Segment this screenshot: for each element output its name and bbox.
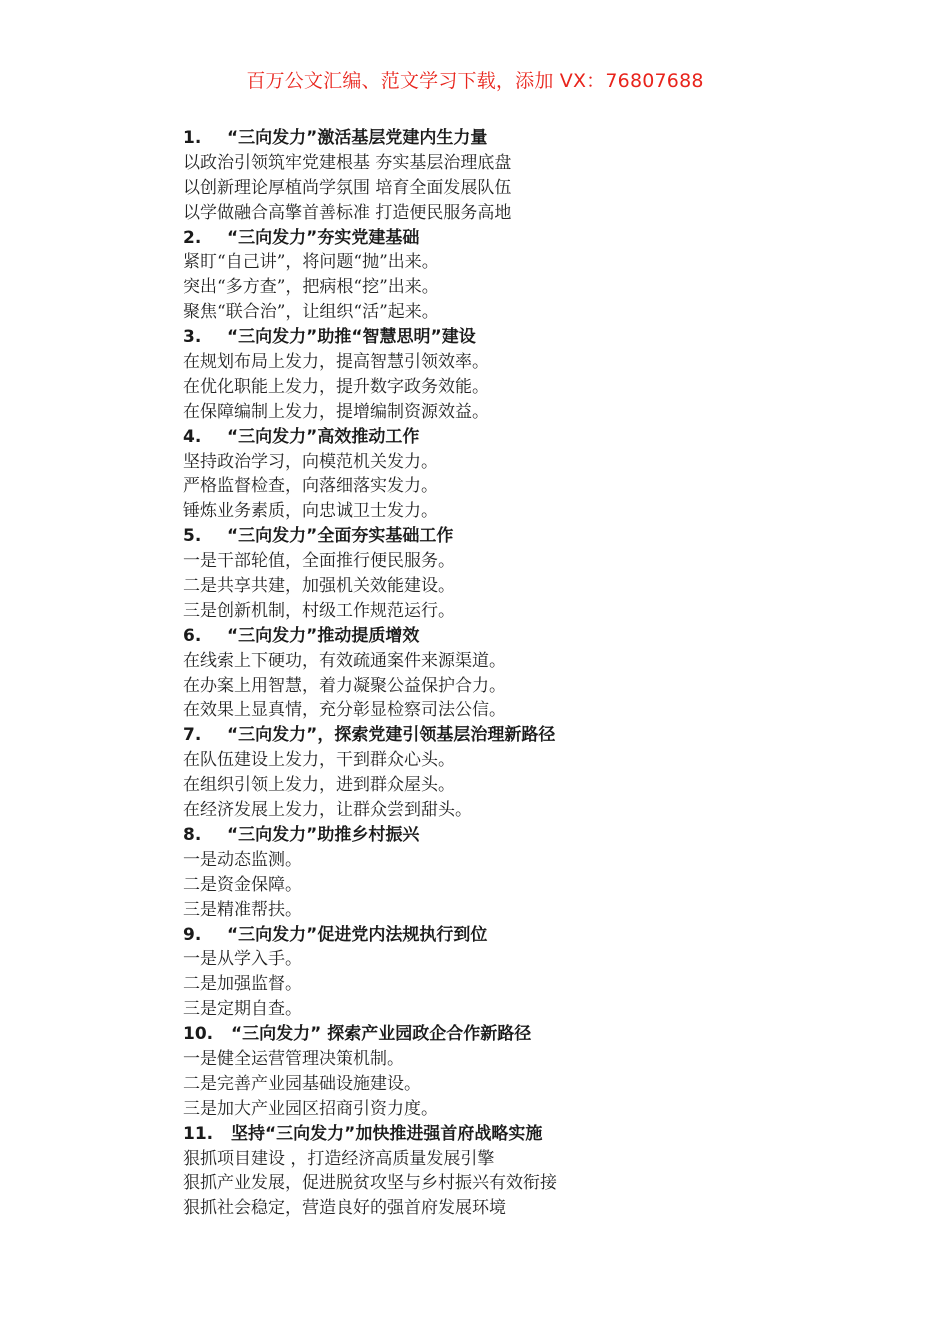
section-line: 一是干部轮值，全面推行便民服务。 (183, 551, 455, 572)
section-title: 坚持“三向发力”加快推进强首府战略实施 (231, 1123, 543, 1144)
section-line: 以创新理论厚植尚学氛围 培育全面发展队伍 (183, 177, 512, 198)
section-line: 三是定期自查。 (183, 999, 302, 1020)
section-3 (183, 325, 903, 425)
section-title: “三向发力”激活基层党建内生力量 (227, 128, 488, 148)
section-number: 3. (183, 327, 202, 348)
section-title: “三向发力”促进党内法规执行到位 (227, 924, 488, 945)
section-line: 三是精准帮扶。 (183, 899, 302, 920)
section-line: 二是资金保障。 (183, 874, 302, 895)
section-number: 2. (183, 227, 202, 248)
section-4 (183, 425, 903, 525)
section-line: 二是共享共建，加强机关效能建设。 (183, 576, 455, 597)
section-title: “三向发力” 探索产业园政企合作新路径 (231, 1024, 532, 1045)
section-1 (183, 126, 903, 226)
section-number: 9. (183, 924, 202, 945)
section-line: 狠抓项目建设 ，打造经济高质量发展引擎 (183, 1148, 495, 1169)
section-line: 三是创新机制，村级工作规范运行。 (183, 600, 455, 621)
section-6 (183, 624, 903, 724)
section-line: 聚焦“联合治”，让组织“活”起来。 (183, 302, 439, 323)
document-body (183, 126, 903, 1221)
section-heading (183, 126, 903, 151)
section-heading (183, 723, 903, 748)
section-number: 11. (183, 1123, 214, 1144)
section-heading (183, 1022, 903, 1047)
section-line: 在保障编制上发力，提增编制资源效益。 (183, 401, 489, 422)
section-line: 二是完善产业园基础设施建设。 (183, 1073, 421, 1094)
section-title: “三向发力”助推“智慧思明”建设 (227, 327, 476, 348)
section-line: 在规划布局上发力，提高智慧引领效率。 (183, 352, 489, 373)
section-line: 紧盯“自己讲”，将问题“抛”出来。 (183, 252, 439, 273)
section-heading (183, 823, 903, 848)
section-line: 在办案上用智慧，着力凝聚公益保护合力。 (183, 675, 506, 696)
watermark-banner: 百万公文汇编、范文学习下载，添加 VX：76807688 (246, 70, 704, 92)
section-line: 一是动态监测。 (183, 849, 302, 870)
section-number: 5. (183, 526, 202, 547)
section-7 (183, 723, 903, 823)
section-heading (183, 624, 903, 649)
section-line: 狠抓产业发展，促进脱贫攻坚与乡村振兴有效衔接 (183, 1173, 557, 1194)
section-9 (183, 923, 903, 1023)
section-title: “三向发力”，探索党建引领基层治理新路径 (227, 725, 556, 746)
section-heading (183, 226, 903, 251)
section-11 (183, 1122, 903, 1222)
section-number: 8. (183, 824, 202, 845)
section-heading (183, 325, 903, 350)
section-line: 三是加大产业园区招商引资力度。 (183, 1098, 438, 1119)
section-line: 突出“多方查”，把病根“挖”出来。 (183, 277, 439, 298)
section-line: 狠抓社会稳定，营造良好的强首府发展环境 (183, 1198, 506, 1219)
section-heading (183, 1122, 903, 1147)
section-number: 4. (183, 426, 202, 447)
section-line: 在组织引领上发力，进到群众屋头。 (183, 775, 455, 796)
section-5 (183, 524, 903, 624)
section-line: 在经济发展上发力，让群众尝到甜头。 (183, 800, 472, 821)
section-title: “三向发力”夯实党建基础 (227, 227, 420, 248)
section-title: “三向发力”助推乡村振兴 (227, 824, 420, 845)
section-line: 二是加强监督。 (183, 974, 302, 995)
section-heading (183, 923, 903, 948)
section-8 (183, 823, 903, 923)
section-line: 以政治引领筑牢党建根基 夯实基层治理底盘 (183, 152, 512, 173)
section-line: 在效果上显真情，充分彰显检察司法公信。 (183, 700, 506, 721)
section-title: “三向发力”推动提质增效 (227, 625, 420, 646)
section-line: 在线索上下硬功，有效疏通案件来源渠道。 (183, 650, 506, 671)
section-line: 以学做融合高擎首善标准 打造便民服务高地 (183, 202, 512, 223)
section-line: 一是从学入手。 (183, 949, 302, 970)
section-number: 6. (183, 625, 202, 646)
section-title: “三向发力”高效推动工作 (227, 426, 420, 447)
section-title: “三向发力”全面夯实基础工作 (227, 526, 454, 547)
section-line: 一是健全运营管理决策机制。 (183, 1048, 404, 1069)
section-heading (183, 425, 903, 450)
section-line: 坚持政治学习，向模范机关发力。 (183, 451, 438, 472)
section-number: 10. (183, 1024, 214, 1045)
section-heading (183, 524, 903, 549)
section-number: 1. (183, 128, 202, 148)
section-line: 严格监督检查，向落细落实发力。 (183, 476, 438, 497)
section-line: 在队伍建设上发力，干到群众心头。 (183, 750, 455, 771)
section-line: 锤炼业务素质，向忠诚卫士发力。 (183, 501, 438, 522)
section-2 (183, 226, 903, 326)
section-10 (183, 1022, 903, 1122)
section-number: 7. (183, 725, 202, 746)
section-line: 在优化职能上发力，提升数字政务效能。 (183, 376, 489, 397)
